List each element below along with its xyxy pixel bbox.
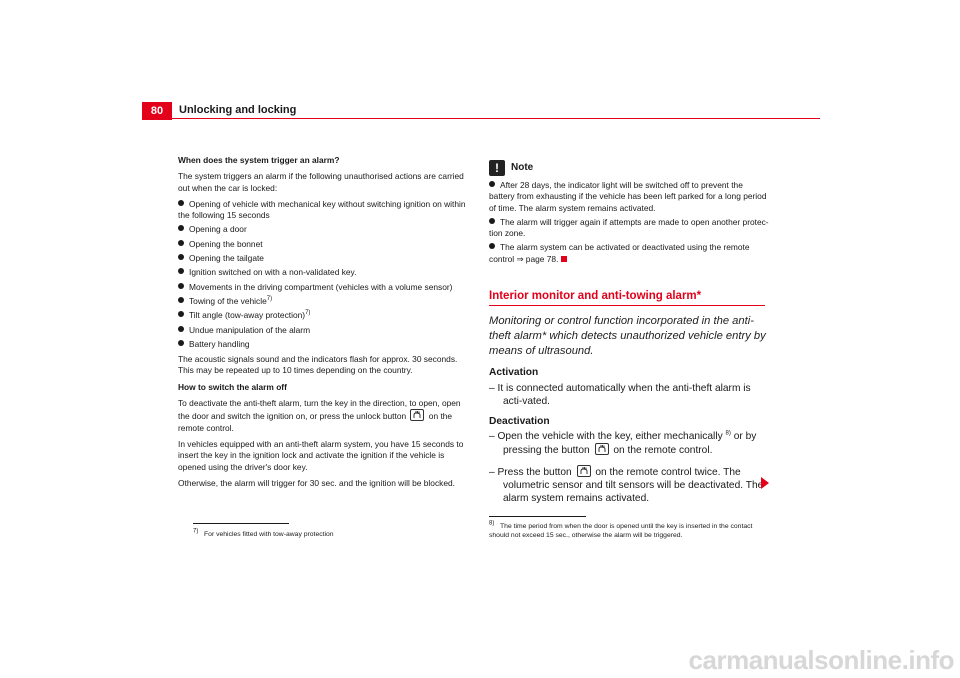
footnote-divider [489,516,586,517]
paragraph-15-seconds: In vehicles equipped with an anti-theft alarm system, you have 15 seconds to insert the key in the ignition lock and activate the ignition if the vehicle is opened using the driver's door key. [178,438,464,472]
activation-step: – It is connected automatically when the anti-theft alarm is acti-vated. [489,382,751,407]
list-item: Tilt angle (tow-away protection)$^{7)}$ [178,310,470,321]
bullet-icon [178,340,184,346]
unlock-button-icon [577,465,591,477]
footnote-divider [193,523,289,524]
bullet-icon [178,283,184,289]
list-item: The alarm will trigger again if attempts are made to open another protec-tion zone. [489,216,769,239]
section-divider [489,305,765,306]
bullet-icon [489,181,495,187]
footnote-ref: 8) [725,430,731,437]
footnote-8: $^{8)}$ The time period from when the door is opened until the key is inserted in the contact should not exceed 15 sec., otherwise the alarm will be triggered. [489,520,753,539]
bullet-icon [489,243,495,249]
footnote-7: $^{7)}$ For vehicles fitted with tow-away protection [193,528,334,538]
list-item: Opening a door [178,224,470,235]
list-item: Opening the bonnet [178,239,470,250]
bullet-icon [178,311,184,317]
note-list [489,180,769,265]
unlock-button-icon [595,443,609,455]
bullet-icon [178,200,184,206]
list-item: Ignition switched on with a non-validated key. [178,267,470,278]
list-item: Movements in the driving compartment (vehicles with a volume sensor) [178,282,470,293]
bullet-icon [178,225,184,231]
list-item: Opening of vehicle with mechanical key without switching ignition on within the following 15 seconds [178,198,466,221]
unlock-button-icon [410,409,424,421]
right-column [489,160,769,513]
continue-arrow-icon[interactable] [761,477,769,489]
footnote-ref: 7) [305,310,311,317]
watermark: carmanualsonline.info [688,645,954,675]
note-icon: ! [489,160,505,176]
deactivation-step-2: – Press the button on the remote control twice. The volumetric sensor and tilt sensors will be deactivated. The alarm system remains activated. [489,466,764,504]
bullet-icon [178,326,184,332]
list-item: Battery handling [178,339,470,350]
bullet-icon [178,254,184,260]
list-item: Towing of the vehicle$^{7)}$ [178,296,470,307]
page-number: 80 [142,102,172,120]
section-intro: Monitoring or control function incorporated in the anti-theft alarm* which detects unauthorized vehicle entry by means of ultrasound. [489,315,766,358]
page-reference-link[interactable]: The alarm system can be activated or deactivated using the remote control ⇒ page 78. [489,242,750,264]
page-header-title: Unlocking and locking [179,104,297,116]
note-header [489,160,769,176]
bullet-icon [489,218,495,224]
note-title: Note [511,162,534,174]
activation-heading: Activation [489,367,539,379]
section-title: Interior monitor and anti-towing alarm* [489,290,702,303]
header-divider [142,118,820,119]
list-item [489,242,769,265]
deactivation-step-1: – Open the vehicle with the key, either mechanically $^{8)}$ or by pressing the button on the remote control. [489,430,757,456]
deactivation-heading: Deactivation [489,415,550,427]
section-end-mark [561,256,567,262]
paragraph-trigger-intro: The system triggers an alarm if the following unauthorised actions are carried out when the car is locked: [178,171,464,193]
list-item: Undue manipulation of the alarm [178,325,470,336]
heading-switch-off: How to switch the alarm off [178,381,287,392]
heading-alarm-trigger: When does the system trigger an alarm? [178,155,340,165]
footnote-ref: 7) [266,296,273,303]
paragraph-deactivate: To deactivate the anti-theft alarm, turn the key in the direction, to open, open the door and switch the ignition on, or press the unlock button on the remote control. [178,398,461,433]
trigger-list [178,199,470,350]
list-item: Opening the tailgate [178,253,470,264]
left-column [178,155,470,494]
bullet-icon [178,240,184,246]
bullet-icon [178,268,184,274]
bullet-icon [178,297,184,303]
paragraph-signals: The acoustic signals sound and the indicators flash for approx. 30 seconds. This may be repeated up to 10 times depending on the country. [178,354,458,376]
list-item: After 28 days, the indicator light will be switched off to prevent the battery from exhausting if the vehicle has been left parked for a long period of time. The alarm system remains activated. [489,180,767,213]
paragraph-ignition-blocked: Otherwise, the alarm will trigger for 30 sec. and the ignition will be blocked. [178,477,455,488]
